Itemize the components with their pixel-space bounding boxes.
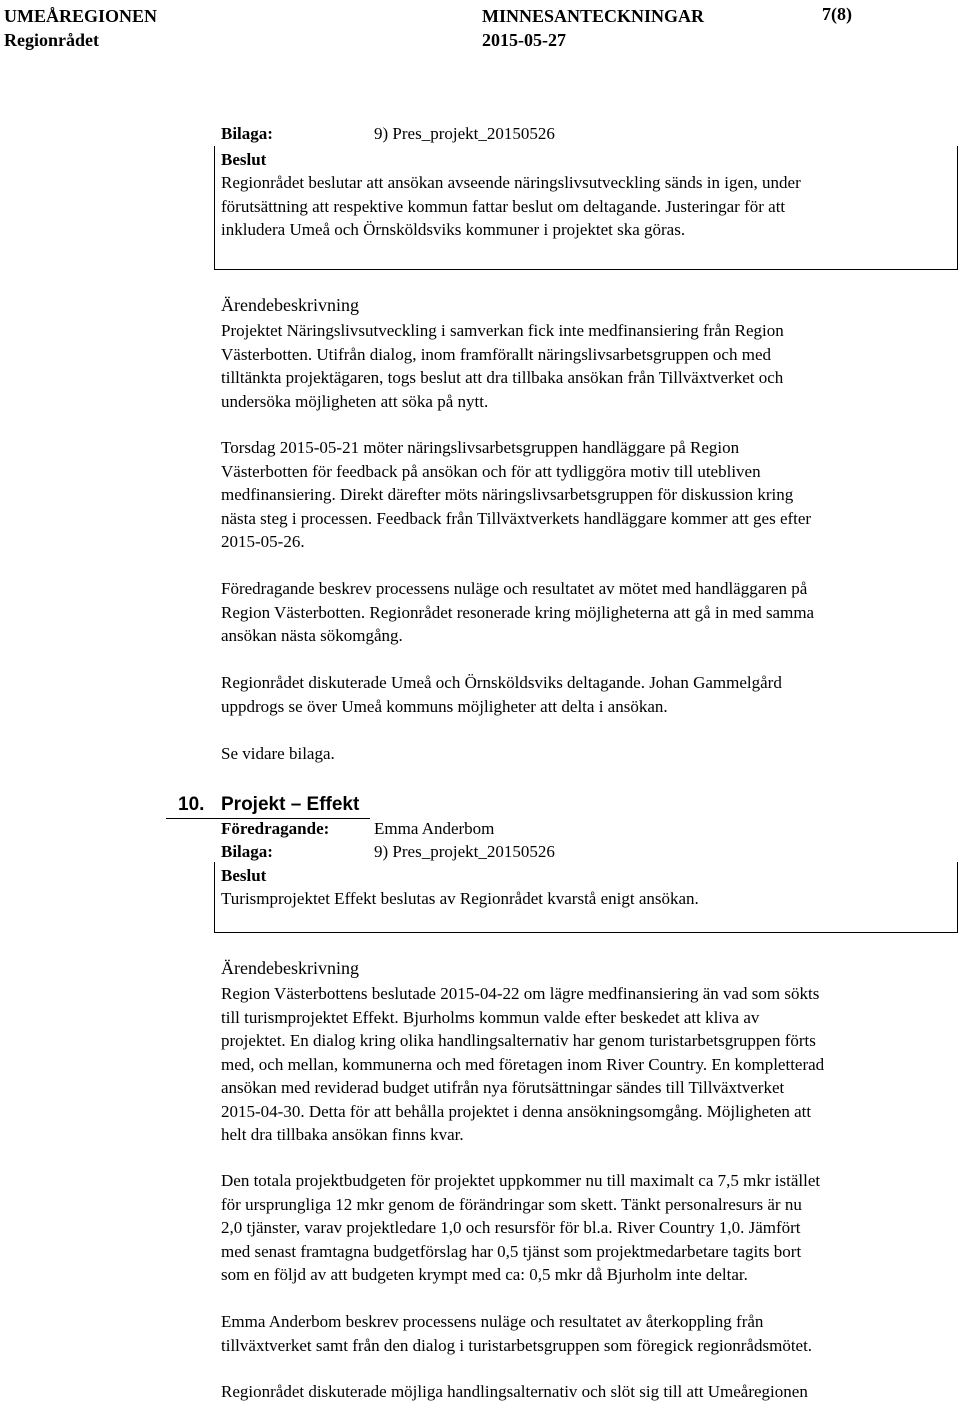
header-date: 2015-05-27 [482, 30, 566, 50]
text-line: som en följd av att budgeten krympt med ca: 0,5 mkr då Bjurholm inte deltar. [221, 1265, 748, 1284]
text-line: Föredragande beskrev processens nuläge och resultatet av mötet med handläggaren på [221, 579, 808, 598]
item10-foredragande-label: Föredragande: [221, 819, 330, 838]
text-line: med senast framtagna budgetförslag har 0,5 tjänst som projektmedarbetare tagits bort [221, 1241, 802, 1261]
item9-paragraph-1 [221, 319, 956, 413]
text-line: Se vidare bilaga. [221, 744, 335, 763]
item9-beslut-line: förutsättning att respektive kommun fattar beslut om deltagande. Justeringar för att [221, 196, 786, 216]
header-center [482, 4, 704, 52]
item10-paragraph-3 [221, 1310, 956, 1357]
item10-arende-heading: Ärendebeskrivning [221, 958, 359, 978]
text-line: för ursprungliga 12 mkr genom de förändringar som skett. Tänkt personalresurs är nu [221, 1194, 802, 1214]
header-left [4, 4, 157, 52]
text-line: tilltänkta projektägaren, togs beslut att dra tillbaka ansökan från Tillväxtverket och [221, 368, 784, 387]
text-line: Torsdag 2015-05-21 möter näringslivsarbetsgruppen handläggare på Region [221, 438, 740, 457]
text-line: ansökan med reviderad budget utifrån nya förutsättningar sändes till Tillväxtverket [221, 1078, 785, 1097]
item10-beslut-line: Turismprojektet Effekt beslutas av Regionrådet kvarstå enigt ansökan. [221, 889, 699, 908]
text-line: Projektet Näringslivsutveckling i samverkan fick inte medfinansiering från Region [221, 321, 784, 340]
text-line: Regionrådet diskuterade Umeå och Örnsköldsviks deltagande. Johan Gammelgård [221, 673, 782, 692]
item9-bilaga-row [221, 124, 555, 144]
header-doc-type: MINNESANTECKNINGAR [482, 6, 705, 26]
item9-paragraph-2 [221, 436, 956, 554]
item10-bilaga-value: 9) Pres_projekt_20150526 [374, 842, 555, 861]
item10-paragraph-4 [221, 1380, 956, 1404]
item10-title: Projekt – Effekt [221, 794, 360, 815]
text-line: tillväxtverket samt från den dialog i turistarbetsgruppen som föregick regionrådsmötet. [221, 1335, 813, 1355]
item10-foredragande-value: Emma Anderbom [374, 819, 495, 838]
text-line: Västerbotten. Utifrån dialog, inom framförallt näringslivsarbetsgruppen och med [221, 344, 771, 364]
item9-beslut-line: inkludera Umeå och Örnsköldsviks kommuner i projektet ska göras. [221, 220, 686, 239]
text-line: till turismprojektet Effekt. Bjurholms kommun valde efter beskedet att kliva av [221, 1007, 760, 1027]
item9-arende-heading: Ärendebeskrivning [221, 295, 359, 315]
text-line: 2,0 tjänster, varav projektledare 1,0 och resursför för bl.a. River Country 1,0. Jämfört [221, 1218, 801, 1237]
text-line: 2015-05-26. [221, 532, 305, 551]
item9-beslut-text [221, 171, 956, 242]
text-line: helt dra tillbaka ansökan finns kvar. [221, 1125, 464, 1144]
text-line: medfinansiering. Direkt därefter möts näringslivsarbetsgruppen för diskussion kring [221, 485, 794, 504]
item10-number: 10. [178, 794, 205, 815]
text-line: Region Västerbotten. Regionrådet resonerade kring möjligheterna att gå in med samma [221, 602, 815, 622]
text-line: Region Västerbottens beslutade 2015-04-22 om lägre medfinansiering än vad som sökts [221, 984, 820, 1003]
header-org: UMEÅREGIONEN [4, 6, 158, 26]
text-line: Västerbotten för feedback på ansökan och för att tydliggöra motiv till utebliven [221, 461, 761, 481]
text-line: ansökan nästa sökomgång. [221, 626, 403, 645]
text-line: med, och mellan, kommunerna och med företagen inom River Country. En kompletterad [221, 1054, 825, 1074]
text-line: nästa steg i processen. Feedback från Tillväxtverkets handläggare kommer att ges efter [221, 508, 812, 528]
item9-bilaga-value: 9) Pres_projekt_20150526 [374, 124, 555, 143]
item9-paragraph-3 [221, 577, 956, 648]
page-number: 7(8) [822, 4, 852, 24]
item9-beslut-line: Regionrådet beslutar att ansökan avseende näringslivsutveckling sänds in igen, under [221, 173, 801, 192]
item9-bilaga-label: Bilaga: [221, 124, 273, 143]
text-line: uppdrogs se över Umeå kommuns möjligheter att delta i ansökan. [221, 696, 668, 716]
text-line: 2015-04-30. Detta för att behålla projektet i denna ansökningsomgång. Möjligheten att [221, 1101, 812, 1121]
item9-beslut-label: Beslut [221, 150, 267, 169]
text-line: undersöka möjligheten att söka på nytt. [221, 391, 489, 411]
item10-bilaga-row [221, 842, 555, 862]
header-body: Regionrådet [4, 30, 99, 50]
text-line: Den totala projektbudgeten för projektet uppkommer nu till maximalt ca 7,5 mkr istället [221, 1171, 821, 1190]
text-line: Regionrådet diskuterade möjliga handlingsalternativ och slöt sig till att Umeåregionen [221, 1382, 808, 1401]
item9-paragraph-4 [221, 671, 956, 718]
item9-paragraph-5 [221, 742, 956, 766]
item10-foredragande-row [221, 819, 494, 839]
item10-paragraph-1 [221, 982, 956, 1147]
text-line: Emma Anderbom beskrev processens nuläge och resultatet av återkoppling från [221, 1312, 764, 1331]
item10-paragraph-2 [221, 1169, 956, 1287]
item10-beslut-text [221, 887, 956, 911]
item10-bilaga-label: Bilaga: [221, 842, 273, 861]
item10-beslut-label: Beslut [221, 866, 267, 885]
text-line: projektet. En dialog kring olika handlingsalternativ har genom turistarbetsgruppen förts [221, 1031, 816, 1050]
